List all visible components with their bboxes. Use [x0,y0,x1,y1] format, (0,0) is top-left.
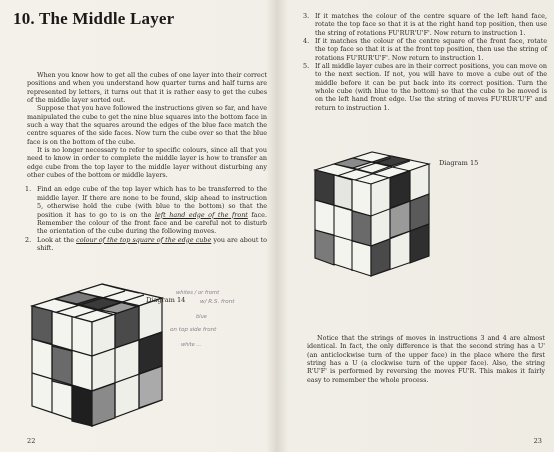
diagram-15-caption: Diagram 15 [439,159,479,167]
right-page-note: Notice that the strings of moves in instructions 3 and 4 are almost identical. In fact, the only difference is that the second string has a U' (an anticlockwise turn of the upper face) in the place where the first string has a U (a clockwise turn of the upper face). Also, the string R'U'F' is performed by reversing the moves FU'R. This makes it fairly easy to remember the whole process. [307,334,545,384]
left-page [0,0,276,452]
step-5 [305,62,547,112]
intro-paragraph-1: When you know how to get all the cubes of one layer into their correct positions and when you understand how quarter turns and half turns are represented by letters, it turns out that it is rather easy to get the cubes of the middle layer sorted out. [27,71,267,105]
step-2-number: 2. [25,235,32,244]
step-2 [27,236,267,253]
step-1-text-a: Find an edge cube of the top layer which has to be transferred to the middle layer. If there are none to be found, skip ahead to instruction 5, otherwise hold the cube (with blue to the bottom) so that the position it has to go to is on the [37,185,267,219]
step-5-text: If all middle layer cubes are in their correct positions, you can move on to the next section. If not, you will have to move a cube out of the middle before it can be put back into its correct position. Turn the whole cube (with blue to the bottom) so that the cube to be moved is on the left hand front edge. Use the string of moves FU'RUR'U'F' and return to instruction 1. [315,62,547,112]
step-1 [27,185,267,235]
right-page-number: 23 [533,437,542,445]
left-page-text [27,71,267,252]
step-2-emphasis: colour of the top square of the edge cube [76,235,212,244]
intro-paragraph-2: Suppose that you have followed the instructions given so far, and have manipulated the cube to get the nine blue squares into the bottom face in such a way that the squares around the edges of the blue face match the centre squares of the side faces. Now turn the cube over so that the blue face is on the bottom of the cube. [27,104,267,146]
diagram-14-caption: Diagram 14 [146,296,186,304]
step-4 [305,37,547,62]
step-1-text-b: face. Remember the colour of the front face and be careful not to disturb the orientation of the cube during the following moves. [37,210,267,236]
step-1-number: 1. [25,185,32,194]
step-3 [305,12,547,37]
step-2-text-b: you are about to shift. [37,235,267,252]
handwritten-note-4: on top side front [170,327,217,333]
right-steps-list [305,12,547,112]
step-5-number: 5. [303,62,310,71]
handwritten-note-2: w/ R.S. front [200,299,235,305]
intro-paragraph-3: It is no longer necessary to refer to specific colours, since all that you need to know in order to complete the middle layer is how to transfer an edge cube from the top layer to the middle layer without disturbing any other cubes of the bottom or middle layers. [27,146,267,180]
chapter-title: 10. The Middle Layer [13,9,175,28]
left-page-number: 22 [27,437,36,445]
handwritten-note-1: whites / or fromt [176,290,220,296]
diagram-15-cube [307,146,437,286]
handwritten-note-5: white ... [181,342,202,348]
step-4-number: 4. [303,37,310,46]
right-page [279,0,554,452]
left-steps-list [27,185,267,252]
step-4-text: If it matches the colour of the centre square of the front face, rotate the top face so that it is at the front top position, then use the string of rotations FU'RUR'U'F'. Now return to instruction 1. [315,37,547,62]
step-3-text: If it matches the colour of the centre square of the left hand face, rotate the top face so that it is at the right hand top position, then use the string of rotations FU'RUR'U'F'. Now return to instruction 1. [315,12,547,37]
step-3-number: 3. [303,12,310,20]
handwritten-note-3: blue [196,314,207,320]
step-2-text-a: Look at the [37,235,77,244]
step-1-emphasis: left hand edge of the front [154,210,248,219]
